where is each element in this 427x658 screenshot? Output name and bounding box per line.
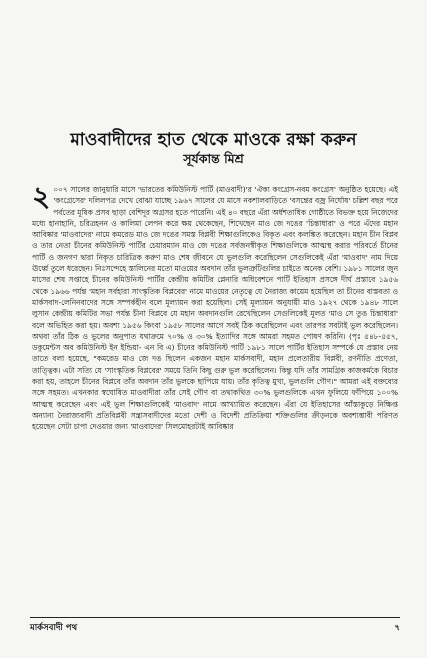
article-title: মাওবাদীদের হাত থেকে মাওকে রক্ষা করুন <box>70 130 357 150</box>
page-footer <box>30 621 400 635</box>
article-author: সূর্যকান্ত মিশ্র <box>183 151 244 166</box>
article-body <box>32 180 398 433</box>
page-number: ৭ <box>394 623 400 633</box>
article-body-text: ০০৭ সালের জানুয়ারি মাসে 'ভারতের কমিউনিস্ট পার্টি (মাওবাদী)'র 'ঐক্য কংগ্রেস-নবম কংগ্রেস' অনুষ্ঠিত হয়েছে। এই 'কংগ্রেসের' দলিলপত্র দেখে বোঝা যাচ্ছে ১৯৬৭ সালের যে মাসে নকশালবাড়িতে 'বসন্তের বজ্র নির্ঘোষ' চল্লিশ বছর পরে পর্বতের মূষিক প্রসব ছাড়া বেশিদূর অগ্রসর হতে পারেনি। এই ৪০ বছরে এঁরা অর্ধশতাধিক গোষ্ঠীতে বিভক্ত হয়ে নিজেদের মধ্যে হানাহানি, চরিত্রহনন ও কালিমা লেপন করে ক্ষয় থেকেছেন, শিখেছেন মাও জে দঙের 'চিন্তাধারা' ও পরে এঁদের মহান আবিষ্কার 'মাওবাদের' নামে কমরেড মাও জে দঙের সমস্ত বিপ্লবী শিক্ষাগুলিকেও বিকৃত এবং কলঙ্কিত করেছেন। মহান চীন বিপ্লব ও তার নেতা চীনের কমিউনিস্ট পার্টির চেয়ারম্যান মাও জে দঙের সর্বজনস্বীকৃত শিক্ষাগুলিকে আত্মস্থ করার পরিবর্তে চীনের পার্টি ও জনগণ দ্বারা নিকৃত চারিত্রিক করুণ মাও শেষ জীবনে যে ভুলগুলি করেছিলেন সেগুলিকেই এঁরা 'মাওবাদ' নাম দিয়ে ঊর্ধ্বে তুলে ধরেছেন। নিঃসন্দেহে স্তালিনের মতো মাওয়ের অবদান তাঁর ভুলত্রুটিগুলির চাইতে অনেক বেশি। ১৯৮১ সালের জুন মাসের শেষ সপ্তাহে চীনের কমিউনিস্ট পার্টির কেন্দ্রীয় কমিটির প্লেনারি অধিবেশনে পার্টি ইতিহাস প্রসঙ্গে দীর্ঘ প্রস্তাবে ১৯৫৬ থেকে ১৯৬৬ পর্যন্ত 'মহান সর্বহারা সাংস্কৃতিক বিপ্লবের' নামে মাওয়ের নেতৃত্বে যে নৈরাজ্য কায়েম হয়েছিল তা চীনের বাস্তবতা ও মার্কসবাদ-লেনিনবাদের সঙ্গে সম্পর্কহীন বলে মূল্যায়ন করা হয়েছিল। সেই মূল্যায়ন অনুযায়ী মাও ১৯২৭ থেকে ১৯৪৮ সালে লুসান কেন্দ্রীয় কমিটির সভা পর্যন্ত চীনা বিপ্লবে যে মহান অবদানগুলি রেখেছিলেন সেগুলিকেই মূলত 'মাও সে তুঙ চিন্তাধারা' বলে অভিহিত করা হয়। অবশ্য ১৯৫৬ কিংবা ১৯৫৮ সালের আগে সবই ঠিক করেছিলেন এবং তারপর সবটাই ভুল করেছিলেন। অথবা তাঁর ঠিক ও ভুলের অনুপাত যথাক্রমে ৭০% ও ৩০% ইত্যাদির সঙ্গে আমরা সহমত পোষণ করিনি। (পৃঃ ৫৪৮-৫৫৭, ডকুমেন্টস অব কমিউনিস্ট ইন ইন্ডিয়া- এন বি এ) চীনের কমিউনিস্ট পার্টি ১৯৮১ সালে পার্টির ইতিহাস সম্পর্কে যে প্রস্তাব নেয় তাতে বলা হয়েছে, "কমরেড মাও জে দঙ ছিলেন একজন মহান মার্কসবাদী, মহান প্রলেতারীয় বিপ্লবী, রণনীতি প্রণেতা, তাত্ত্বিক। এটা সত্যি যে 'সাংস্কৃতিক বিপ্লবের' সময়ে তিনি কিছু গুরু ভুল করেছিলেন। কিন্তু যদি তাঁর সামগ্রিক কাজকর্মকে বিচার করা হয়, তাহলে চীনের বিপ্লবে তাঁর অবদান তাঁর ভুলকে ছাপিয়ে যায়। তাঁর কৃতিত্ব মুখ্য, ভুলগুলি গৌণ।" আমরা এই বক্তব্যের সঙ্গে সহমত। এখনকার স্বঘোষিত মাওবাদীরা তাঁর সেই গৌণ বা তথাকথিত ৩০% ভুলগুলিকে এখন ফুলিয়ে ফাঁপিয়ে ১০০% আত্মস্থ করেছেন এবং এই ভুল শিক্ষাগুলিকেই 'মাওবাদ' নামে আখ্যায়িত করেছেন। এঁরা যে ইতিহাসের আঁস্তাকুড়ে নিক্ষিপ্ত অন্যান্য নৈরাজ্যবাদী প্রতিবিপ্লবী সন্ত্রাসবাদীদের মতো দেশী ও বিদেশী প্রতিক্রিয়া শক্তিগুলির ক্রীড়নকে অবশ্যম্ভাবী পরিণত হয়েছেন সেটা চাপা দেওয়ার জন্য 'মাওবাদের' সিলমোহরটাই আবিষ্কার <box>32 185 398 432</box>
footer-rule <box>30 617 400 618</box>
publication-name: মার্কসবাদী পথ <box>30 623 78 633</box>
drop-cap: ২ <box>32 180 51 213</box>
